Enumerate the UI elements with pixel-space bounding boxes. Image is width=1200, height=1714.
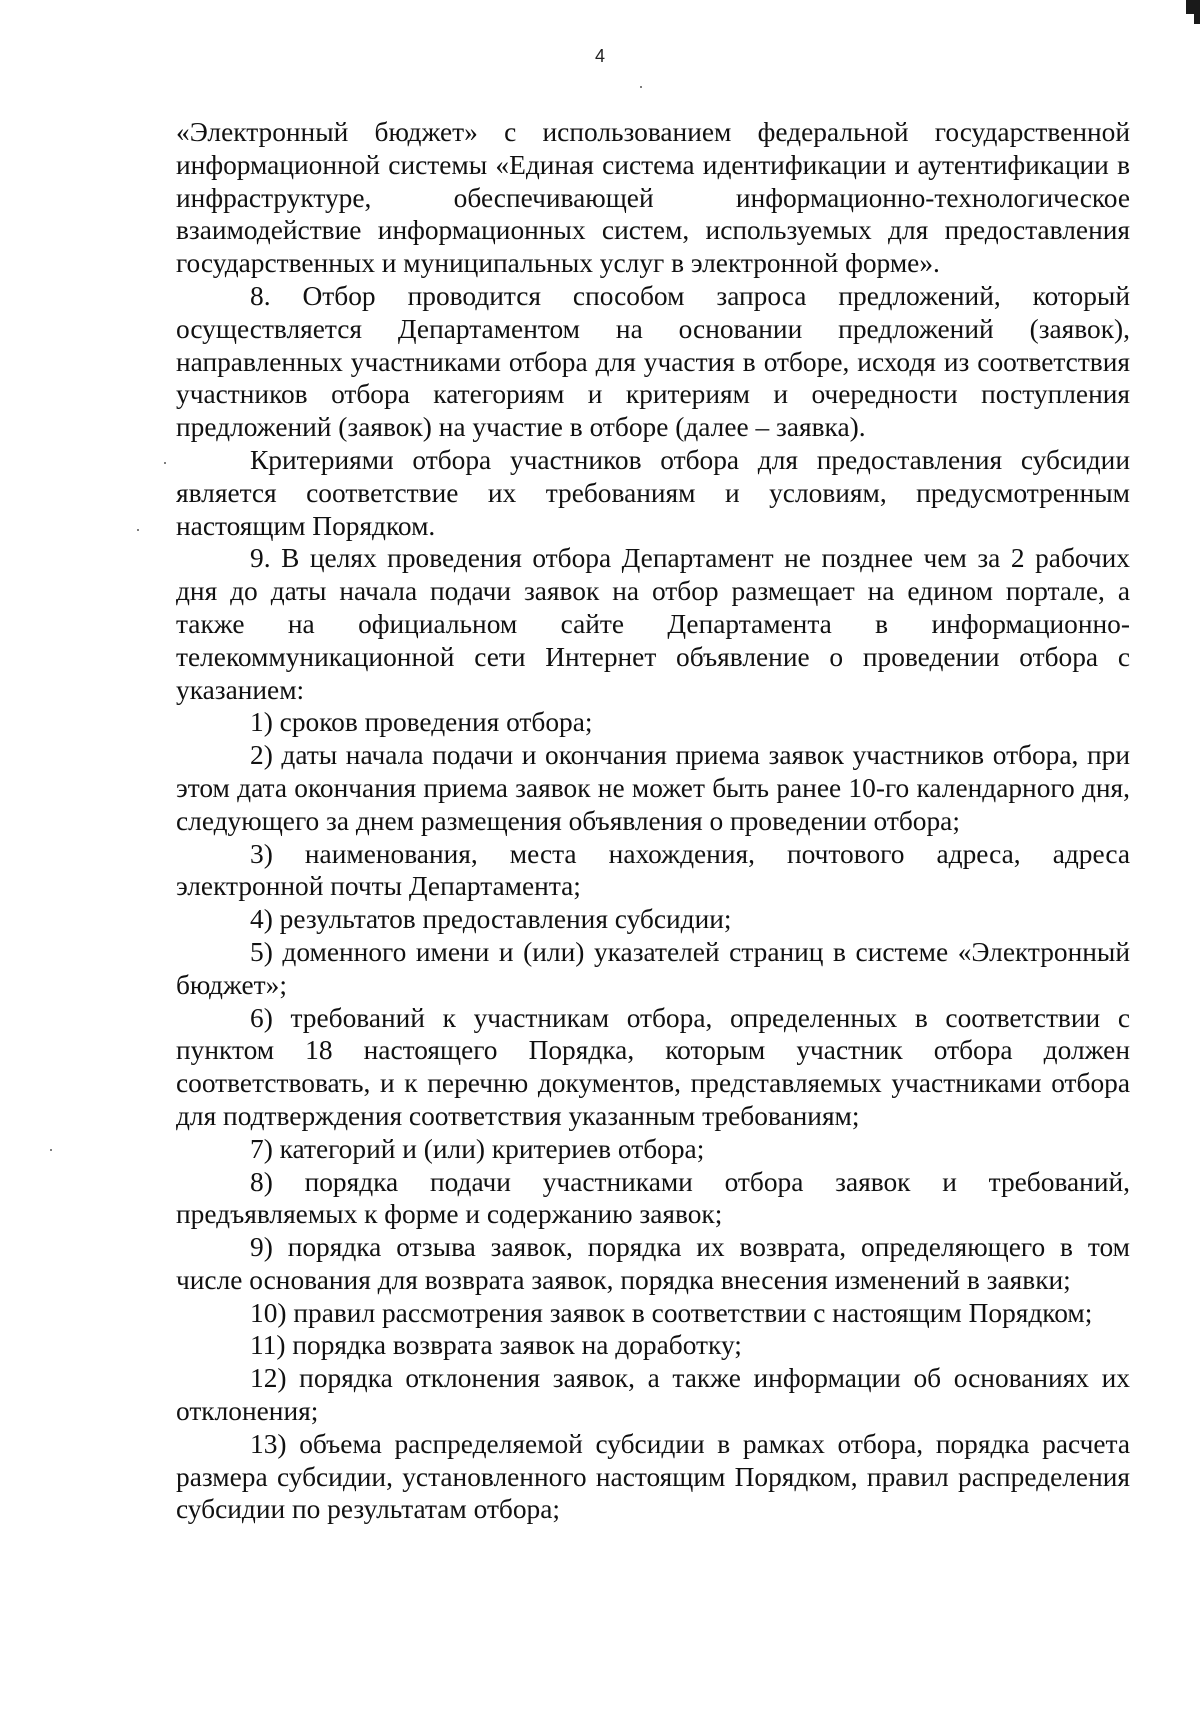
list-item-1: 1) сроков проведения отбора;	[250, 707, 593, 738]
paragraph-selection-criteria: Критериями отбора участников отбора для предоставления субсидии является соответствие их требованиям и условиям, предусмотренным настоящим Порядком.	[176, 444, 1130, 541]
scan-speck	[640, 86, 642, 88]
list-item-8: 8) порядка подачи участниками отбора заявок и требований, предъявляемых к форме и содержанию заявок;	[176, 1166, 1130, 1230]
list-item-2: 2) даты начала подачи и окончания приема заявок участников отбора, при этом дата окончания приема заявок не может быть ранее 10-го календарного дня, следующего за днем размещения объявления о проведении отбора;	[176, 740, 1130, 836]
paragraph-item-8: 8. Отбор проводится способом запроса предложений, который осуществляется Департаментом на основании предложений (заявок), направленных участниками отбора для участия в отборе, исходя из соответствия участников отбора категориям и критериям и очередности поступления предложений (заявок) на участие в отборе (далее – заявка).	[176, 280, 1130, 443]
scan-speck	[164, 462, 166, 464]
list-item-9: 9) порядка отзыва заявок, порядка их возврата, определяющего в том числе основания для возврата заявок, порядка внесения изменений в заявки;	[176, 1232, 1130, 1295]
list-item-10: 10) правил рассмотрения заявок в соответствии с настоящим Порядком;	[250, 1297, 1093, 1328]
scan-speck	[50, 1149, 52, 1151]
list-item-3: 3) наименования, места нахождения, почтового адреса, адреса электронной почты Департамента;	[176, 838, 1130, 902]
list-item-5: 5) доменного имени и (или) указателей страниц в системе «Электронный бюджет»;	[176, 936, 1130, 1000]
list-item-13: 13) объема распределяемой субсидии в рамках отбора, порядка расчета размера субсидии, установленного настоящим Порядком, правил распределения субсидии по результатам отбора;	[176, 1428, 1130, 1525]
paragraph-item-9: 9. В целях проведения отбора Департамент не позднее чем за 2 рабочих дня до даты начала подачи заявок на отбор размещает на едином портале, а также на официальном сайте Департамента в информационно-телекоммуникационной сети Интернет объявление о проведении отбора с указанием:	[176, 543, 1130, 705]
list-item-12: 12) порядка отклонения заявок, а также информации об основаниях их отклонения;	[176, 1363, 1130, 1427]
list-item-4: 4) результатов предоставления субсидии;	[250, 904, 732, 935]
list-item-11: 11) порядка возврата заявок на доработку;	[250, 1330, 742, 1361]
scan-edge-mark	[1186, 0, 1200, 14]
paragraph-continuation: «Электронный бюджет» с использованием федеральной государственной информационной системы «Единая система идентификации и аутентификации в инфраструктуре, обеспечивающей информационно-технологическое взаимодействие информационных систем, используемых для предоставления государственных и муниципальных услуг в электронной форме».	[176, 117, 1130, 279]
scan-speck	[137, 529, 139, 531]
list-item-7: 7) категорий и (или) критериев отбора;	[250, 1133, 705, 1164]
page-number: 4	[594, 46, 605, 66]
list-item-6: 6) требований к участникам отбора, определенных в соответствии с пунктом 18 настоящего Порядка, которым участник отбора должен соответствовать, и к перечню документов, представляемых участниками отбора для подтверждения соответствия указанным требованиям;	[176, 1002, 1130, 1131]
document-body	[176, 116, 1130, 1526]
